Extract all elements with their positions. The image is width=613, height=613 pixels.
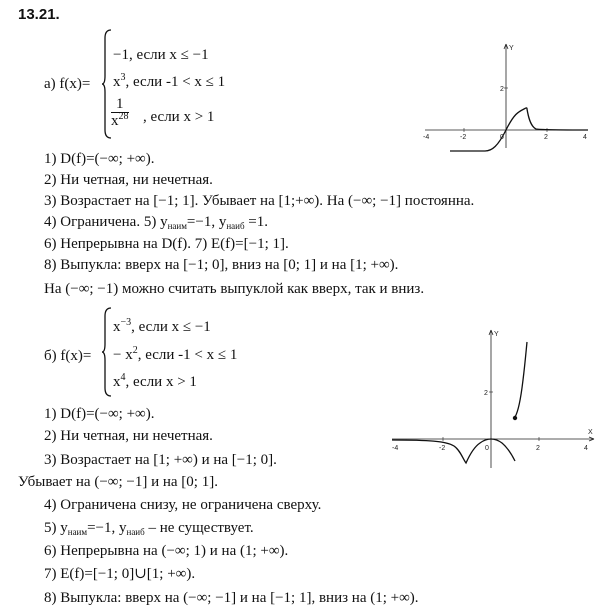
part-b-line-8: 7) E(f)=[−1; 0]∪[1; +∞). <box>44 566 196 582</box>
part-a-line-3: 3) Возрастает на [−1; 1]. Убывает на [1;+∞). На (−∞; −1] постоянна. <box>44 193 475 209</box>
part-b-line-9: 8) Выпукла: вверх на (−∞; −1] и на [−1; 1], вниз на (1; +∞). <box>44 590 419 606</box>
part-b-case-1: $x^{-3}$, если x ≤ −1 <box>113 317 211 335</box>
graph-b-point <box>513 416 517 420</box>
problem-number: 13.21. <box>18 6 60 23</box>
part-b-brace <box>101 306 113 398</box>
part-a-line-5: 6) Непрерывна на D(f). 7) E(f)=[−1; 1]. <box>44 236 289 252</box>
graph-b-tick-x2: -2 <box>439 445 446 452</box>
graph-b-x-label: X <box>588 429 593 436</box>
part-b-label: б) f(x)= <box>44 348 92 364</box>
graph-b-y-label: Y <box>494 331 499 338</box>
graph-b-curve-left <box>392 439 515 463</box>
part-a-line-2: 2) Ни четная, ни нечетная. <box>44 172 213 188</box>
part-a-label: а) f(x)= <box>44 76 91 92</box>
part-a-case-1: −1, если x ≤ −1 <box>113 47 209 63</box>
graph-a-tick-x5: 4 <box>583 134 587 141</box>
part-b-line-4: Убывает на (−∞; −1] и на [0; 1]. <box>18 474 218 490</box>
part-b-case-3: $x^4$, если x > 1 <box>113 372 197 390</box>
part-b-line-2: 2) Ни четная, ни нечетная. <box>44 428 213 444</box>
graph-a-tick-x2: -2 <box>460 134 467 141</box>
graph-a-tick-y: 2 <box>500 86 504 93</box>
graph-a-y-label: Y <box>509 45 514 52</box>
part-a-line-1: 1) D(f)=(−∞; +∞). <box>44 151 155 167</box>
graph-b-tick-x3: 0 <box>485 445 489 452</box>
graph-a-tick-x4: 2 <box>544 134 548 141</box>
graph-a <box>420 40 592 152</box>
part-a-case-3-condition: , если x > 1 <box>143 109 215 125</box>
graph-a-tick-x1: -4 <box>423 134 430 141</box>
graph-a-curve <box>450 108 588 151</box>
part-b-case-2: − $x^2$, если -1 < x ≤ 1 <box>113 345 238 363</box>
graph-b-tick-x5: 4 <box>584 445 588 452</box>
part-a-line-6: 8) Выпукла: вверх на [−1; 0], вниз на [0; 1] и на [1; +∞). <box>44 257 399 273</box>
graph-b-tick-x1: -4 <box>392 445 399 452</box>
graph-b-tick-x4: 2 <box>536 445 540 452</box>
part-b-line-5: 4) Ограничена снизу, не ограничена сверху. <box>44 497 322 513</box>
graph-b <box>388 322 598 470</box>
graph-b-curve-right <box>515 342 527 417</box>
graph-a-tick-x3: 0 <box>500 134 504 141</box>
part-b-line-7: 6) Непрерывна на (−∞; 1) и на (1; +∞). <box>44 543 289 559</box>
part-a-line-7: На (−∞; −1) можно считать выпуклой как вверх, так и вниз. <box>44 281 425 297</box>
part-a-case-3-fraction: $\frac{1}{x^{28}}$ <box>111 96 129 129</box>
part-a-case-2: $x^3$, если -1 < x ≤ 1 <box>113 72 226 90</box>
part-b-line-6: 5) $y_{наим}=-1$, $y_{наиб}$ – не существует. <box>44 520 254 537</box>
part-b-line-3: 3) Возрастает на [1; +∞) и на [−1; 0]. <box>44 452 277 468</box>
graph-b-tick-y: 2 <box>484 390 488 397</box>
part-b-line-1: 1) D(f)=(−∞; +∞). <box>44 406 155 422</box>
part-a-line-4: 4) Ограничена. 5) $y_{наим}=-1$, $y_{наиб} =1$. <box>44 214 269 231</box>
